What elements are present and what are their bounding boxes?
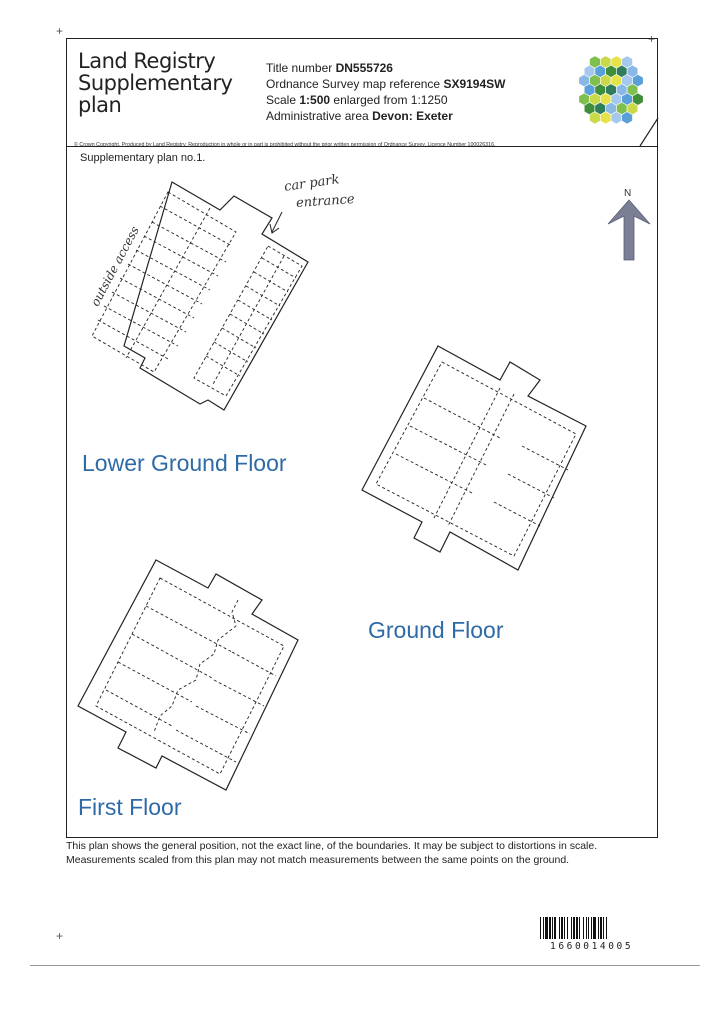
barcode-bar <box>593 917 596 939</box>
car-park-annotation-line1: car park <box>283 172 341 195</box>
barcode-bar <box>591 917 592 939</box>
scale-value: 1:500 <box>299 93 331 107</box>
barcode-bar <box>559 917 560 939</box>
barcode-bar <box>561 917 563 939</box>
barcode-bar <box>571 917 572 939</box>
title-number: DN555726 <box>335 61 393 75</box>
barcode-bar <box>583 917 584 939</box>
barcode-bar <box>552 917 553 939</box>
barcode-bar <box>554 917 556 939</box>
barcode-bar <box>549 917 551 939</box>
plan-number: Supplementary plan no.1. <box>80 152 206 164</box>
registration-mark: + <box>648 32 656 46</box>
ground-floor-label: Ground Floor <box>368 617 504 643</box>
north-arrow-icon <box>608 200 650 260</box>
brand-line-2: Supplementary <box>78 71 233 95</box>
os-ref: SX9194SW <box>443 77 506 91</box>
ground-floor-plan <box>362 346 586 570</box>
barcode-bar <box>564 917 565 939</box>
outside-access-annotation: outside access <box>88 223 142 309</box>
admin-area-row: Administrative area Devon: Exeter <box>266 109 453 123</box>
barcode-bar <box>606 917 607 939</box>
brand-line-3: plan <box>78 93 122 117</box>
first-floor-label: First Floor <box>78 794 182 820</box>
barcode-bar <box>543 917 544 939</box>
barcode-bar <box>579 917 580 939</box>
scale-row: Scale 1:500 enlarged from 1:1250 <box>266 93 448 107</box>
copyright-notice: © Crown Copyright. Produced by Land Registry. Reproduction in whole or in part is prohibited without the prior written permission of Ordnance Survey. Licence Number 100026316. <box>74 142 496 148</box>
lower-ground-floor-label: Lower Ground Floor <box>82 450 287 476</box>
admin-area: Devon: Exeter <box>372 109 453 123</box>
brand-line-1: Land Registry <box>78 49 216 73</box>
boundary-disclaimer <box>66 839 597 867</box>
barcode-icon <box>540 917 660 941</box>
disclaimer-line-1: This plan shows the general position, not the exact line, of the boundaries. It may be subject to distortions in scale. <box>66 840 598 852</box>
registration-mark: + <box>56 24 64 38</box>
barcode-bar <box>567 917 568 939</box>
car-park-annotation-line2: entrance <box>295 191 356 212</box>
barcode-bar <box>586 917 587 939</box>
registration-mark: + <box>56 929 64 943</box>
barcode-bar <box>598 917 599 939</box>
title-number-row: Title number DN555726 <box>266 61 393 75</box>
lower-ground-floor-plan <box>92 182 308 410</box>
barcode-bar <box>588 917 589 939</box>
barcode-bar <box>576 917 578 939</box>
barcode-number: 1660014005 <box>550 941 634 952</box>
first-floor-plan <box>78 560 298 790</box>
barcode-bar <box>603 917 604 939</box>
north-label: N <box>624 188 632 199</box>
os-ref-row: Ordnance Survey map reference SX9194SW <box>266 77 506 91</box>
barcode-bar <box>540 917 541 939</box>
barcode-bar <box>545 917 548 939</box>
disclaimer-line-2: Measurements scaled from this plan may not match measurements between the same points on the ground. <box>66 854 570 866</box>
bottom-divider <box>30 965 700 966</box>
barcode-bar <box>600 917 602 939</box>
barcode-bar <box>573 917 575 939</box>
